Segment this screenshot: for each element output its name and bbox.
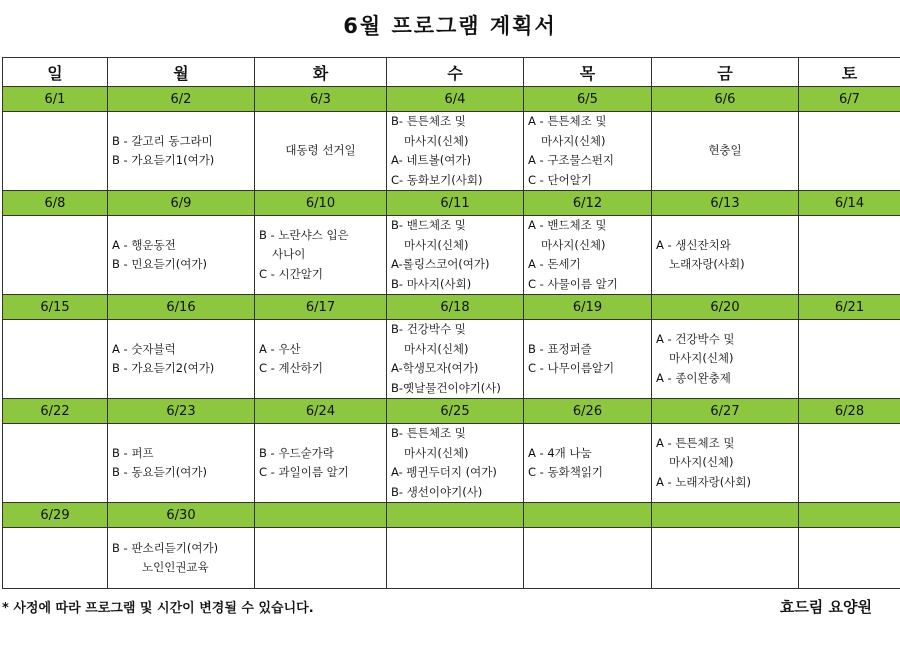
date-cell: 6/21 <box>799 295 900 320</box>
program-cell <box>255 320 387 399</box>
date-cell: 6/4 <box>387 87 524 112</box>
program-item: A - 생신잔치와 <box>656 237 731 252</box>
program-item: B - 판소리듣기(여가) <box>112 540 219 555</box>
program-item: 마사지(신체) <box>669 455 734 470</box>
program-item: A-롤링스코어(여가) <box>391 257 490 271</box>
date-cell: 6/11 <box>387 191 524 216</box>
program-cell <box>652 112 799 191</box>
date-cell <box>652 503 799 528</box>
program-item: 노인인권교육 <box>142 560 209 574</box>
program-cell <box>387 216 524 295</box>
date-cell <box>255 503 387 528</box>
program-cell <box>108 112 255 191</box>
program-item: A - 우산 <box>259 341 301 356</box>
date-cell <box>387 503 524 528</box>
program-cell <box>524 424 652 503</box>
program-item: B- 생선이야기(사) <box>391 484 483 499</box>
program-item: A - 노래자랑(사회) <box>656 474 751 489</box>
program-item: B-옛날물건이야기(사) <box>391 380 501 395</box>
weekday-header: 수 <box>387 58 524 87</box>
program-item: A - 종이완충제 <box>656 370 731 385</box>
program-item: A-학생모자(여가) <box>391 361 479 375</box>
weekday-header: 토 <box>799 58 900 87</box>
program-item: A- 펭귄두더지 (여가) <box>391 465 497 479</box>
date-cell: 6/30 <box>108 503 255 528</box>
weekday-header: 일 <box>3 58 108 87</box>
date-cell: 6/5 <box>524 87 652 112</box>
program-cell <box>255 216 387 295</box>
program-item: A - 밴드체조 및 <box>528 218 607 232</box>
date-cell <box>524 503 652 528</box>
date-cell: 6/16 <box>108 295 255 320</box>
program-item: 현충일 <box>708 143 742 158</box>
program-cell <box>524 112 652 191</box>
program-row <box>3 216 900 295</box>
date-cell: 6/17 <box>255 295 387 320</box>
weekday-header: 월 <box>108 58 255 87</box>
page-title: 6월 프로그램 계획서 <box>343 14 557 38</box>
date-cell: 6/13 <box>652 191 799 216</box>
program-item: B- 튼튼체조 및 <box>391 114 466 128</box>
weekday-header: 금 <box>652 58 799 87</box>
program-item: 마사지(신체) <box>404 133 469 148</box>
program-item: B - 가요듣기2(여가) <box>112 361 215 375</box>
program-item: A - 튼튼체조 및 <box>528 114 607 128</box>
program-row <box>3 424 900 503</box>
program-cell <box>387 528 524 589</box>
program-cell <box>3 424 108 503</box>
program-item: 마사지(신체) <box>669 351 734 366</box>
program-item: 마사지(신체) <box>404 237 469 252</box>
program-cell <box>108 424 255 503</box>
program-item: B - 우드숟가락 <box>259 445 334 460</box>
program-cell <box>255 112 387 191</box>
program-item: A- 네트볼(여가) <box>391 153 471 167</box>
date-row <box>3 503 900 528</box>
program-item: C - 단어알기 <box>528 172 592 187</box>
date-cell: 6/22 <box>3 399 108 424</box>
program-item: B- 튼튼체조 및 <box>391 426 466 440</box>
date-cell: 6/1 <box>3 87 108 112</box>
program-cell <box>387 424 524 503</box>
program-item: C - 나무이름알기 <box>528 361 615 375</box>
program-item: A - 숫자블럭 <box>112 341 176 356</box>
program-item: B- 마사지(사회) <box>391 276 472 291</box>
program-cell <box>3 216 108 295</box>
program-row <box>3 320 900 399</box>
date-cell: 6/12 <box>524 191 652 216</box>
program-item: C - 과일이름 알기 <box>259 465 349 479</box>
date-cell: 6/27 <box>652 399 799 424</box>
program-item: 대동령 선거일 <box>285 143 356 158</box>
program-cell <box>652 424 799 503</box>
program-item: 노래자랑(사회) <box>669 257 745 271</box>
program-item: C - 사물이름 알기 <box>528 276 618 291</box>
program-cell <box>3 320 108 399</box>
program-item: B - 갈고리 동그라미 <box>112 133 213 148</box>
program-item: C - 동화책읽기 <box>528 465 604 479</box>
program-item: A - 건강박수 및 <box>656 331 735 346</box>
program-item: 마사지(신체) <box>404 445 469 460</box>
date-cell: 6/14 <box>799 191 900 216</box>
date-cell: 6/2 <box>108 87 255 112</box>
program-item: 마사지(신체) <box>404 341 469 356</box>
program-row <box>3 528 900 589</box>
program-cell <box>652 320 799 399</box>
program-item: C - 계산하기 <box>259 361 323 375</box>
date-row <box>3 295 900 320</box>
program-cell <box>387 112 524 191</box>
program-cell <box>652 528 799 589</box>
program-cell <box>799 528 900 589</box>
program-item: A - 구조물스펀지 <box>528 153 614 167</box>
date-cell: 6/7 <box>799 87 900 112</box>
date-cell: 6/28 <box>799 399 900 424</box>
date-cell: 6/19 <box>524 295 652 320</box>
date-cell: 6/15 <box>3 295 108 320</box>
program-item: C - 시간알기 <box>259 266 323 281</box>
program-item: B- 건강박수 및 <box>391 322 466 336</box>
program-item: A - 행운동전 <box>112 237 176 252</box>
program-cell <box>524 216 652 295</box>
program-cell <box>524 528 652 589</box>
program-cell <box>387 320 524 399</box>
date-cell: 6/24 <box>255 399 387 424</box>
weekday-header: 화 <box>255 58 387 87</box>
program-cell <box>799 320 900 399</box>
program-cell <box>799 424 900 503</box>
program-item: A - 돈세기 <box>528 257 581 271</box>
date-cell: 6/25 <box>387 399 524 424</box>
program-cell <box>108 320 255 399</box>
program-item: 사나이 <box>272 247 306 262</box>
date-row <box>3 399 900 424</box>
date-row <box>3 87 900 112</box>
weekday-header: 목 <box>524 58 652 87</box>
date-cell: 6/9 <box>108 191 255 216</box>
program-item: B- 밴드체조 및 <box>391 218 466 232</box>
date-cell <box>799 503 900 528</box>
program-row <box>3 112 900 191</box>
program-item: 마사지(신체) <box>541 237 606 252</box>
program-item: B - 가요듣기1(여가) <box>112 153 215 167</box>
program-cell <box>108 216 255 295</box>
program-cell <box>3 528 108 589</box>
program-item: B - 퍼프 <box>112 445 154 460</box>
date-cell: 6/3 <box>255 87 387 112</box>
program-item: B - 민요듣기(여가) <box>112 257 207 271</box>
program-cell <box>652 216 799 295</box>
program-item: A - 4개 나눔 <box>528 445 592 460</box>
schedule-change-note: * 사정에 따라 프로그램 및 시간이 변경될 수 있습니다. <box>2 601 314 616</box>
date-cell: 6/8 <box>3 191 108 216</box>
program-cell <box>524 320 652 399</box>
program-cell <box>799 216 900 295</box>
date-cell: 6/10 <box>255 191 387 216</box>
program-cell <box>799 112 900 191</box>
program-item: A - 튼튼체조 및 <box>656 435 735 450</box>
program-item: B - 동요듣기(여가) <box>112 465 207 479</box>
date-cell: 6/26 <box>524 399 652 424</box>
program-cell <box>108 528 255 589</box>
program-item: C- 동화보기(사회) <box>391 172 483 187</box>
program-cell <box>255 528 387 589</box>
program-cell <box>255 424 387 503</box>
program-calendar <box>2 57 900 589</box>
organization-name: 효드림 요양원 <box>779 598 872 616</box>
date-cell: 6/6 <box>652 87 799 112</box>
weekday-header-row <box>3 58 900 87</box>
program-item: B - 표정퍼즐 <box>528 341 592 356</box>
date-cell: 6/20 <box>652 295 799 320</box>
date-cell: 6/23 <box>108 399 255 424</box>
date-row <box>3 191 900 216</box>
date-cell: 6/18 <box>387 295 524 320</box>
program-item: 마사지(신체) <box>541 133 606 148</box>
program-item: B - 노란샤스 입은 <box>259 227 349 242</box>
date-cell: 6/29 <box>3 503 108 528</box>
program-cell <box>3 112 108 191</box>
